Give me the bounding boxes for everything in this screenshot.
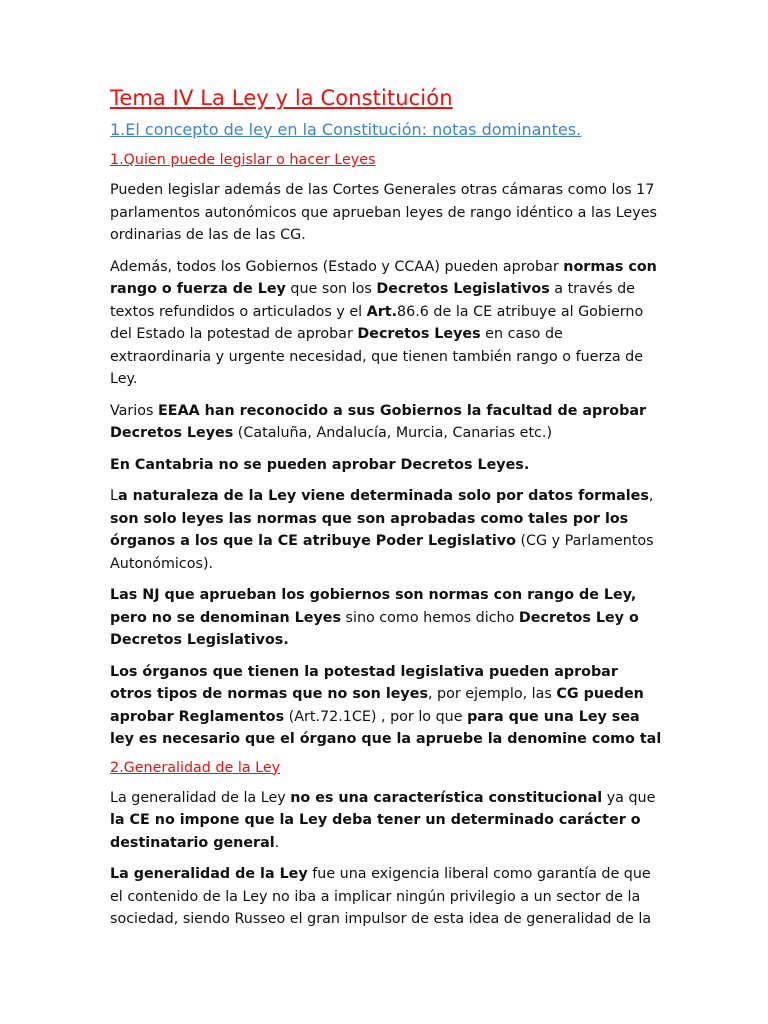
paragraph-naturaleza: La naturaleza de la Ley viene determinada solo por datos formales, son solo leyes las normas que son aprobadas como tales por los órganos a los que la CE atribuye Poder Legislativo (CG y Parlamentos Autonómicos). xyxy=(110,488,654,572)
paragraph-generalidad-ce: La generalidad de la Ley no es una característica constitucional ya que la CE no impone que la Ley deba tener un determinado carácter o destinatario general. xyxy=(110,789,656,851)
paragraph-cortes-generales: Pueden legislar además de las Cortes Generales otras cámaras como los 17 parlamentos autonómicos que aprueban leyes de rango idéntico a las Leyes ordinarias de las de las CG. xyxy=(110,182,657,243)
paragraph-exigencia-liberal: La generalidad de la Ley fue una exigencia liberal como garantía de que el contenido de la Ley no iba a implicar ningún privilegio a un sector de la sociedad, siendo Russeo el gran impulsor de esta idea de generalidad de la xyxy=(110,866,652,927)
section-heading-concepto: 1.El concepto de ley en la Constitución: notas dominantes. xyxy=(110,120,582,139)
subheading-quien-legisla: 1.Quien puede legislar o hacer Leyes xyxy=(110,152,376,168)
paragraph-nj-gobiernos: Las NJ que aprueban los gobiernos son normas con rango de Ley, pero no se denominan Leyes sino como hemos dicho Decretos Ley o Decretos Legislativos. xyxy=(110,587,639,648)
paragraph-gobiernos: Además, todos los Gobiernos (Estado y CCAA) pueden aprobar normas con rango o fuerza de Ley que son los Decretos Legislativos a través de textos refundidos o articulados y el Art.86.6 de la CE atribuye al Gobierno del Estado la potestad de aprobar Decretos Leyes en caso de extraordinaria y urgente necesidad, que tienen también rango o fuerza de Ley. xyxy=(110,258,657,387)
document-page xyxy=(110,86,662,940)
document-title: Tema IV La Ley y la Constitución xyxy=(110,86,453,110)
paragraph-organos: Los órganos que tienen la potestad legislativa pueden aprobar otros tipos de normas que no son leyes, por ejemplo, las CG pueden aprobar Reglamentos (Art.72.1CE) , por lo que para que una Ley sea ley es necesario que el órgano que la apruebe la denomine como tal xyxy=(110,663,662,747)
paragraph-eeaa: Varios EEAA han reconocido a sus Gobiernos la facultad de aprobar Decretos Leyes (Cataluña, Andalucía, Murcia, Canarias etc.) xyxy=(110,402,647,441)
subheading-generalidad: 2.Generalidad de la Ley xyxy=(110,759,281,776)
paragraph-cantabria: En Cantabria no se pueden aprobar Decretos Leyes. xyxy=(110,456,530,473)
